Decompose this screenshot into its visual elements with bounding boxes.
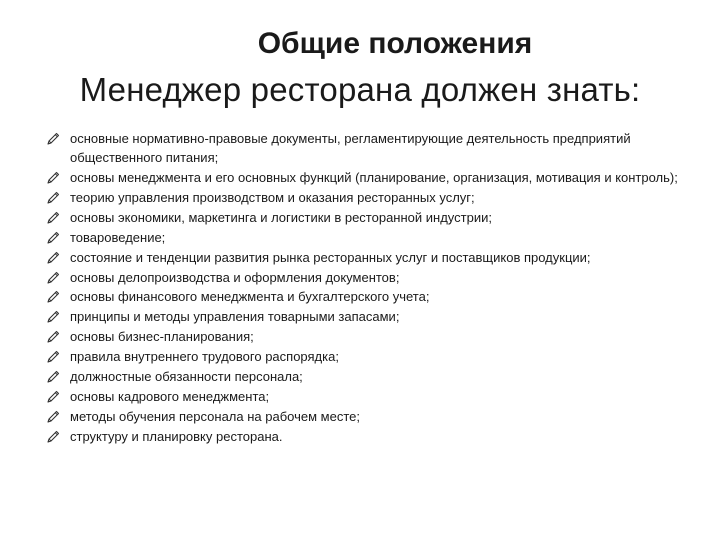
list-item-text: должностные обязанности персонала;	[70, 369, 303, 385]
pencil-icon	[44, 308, 62, 326]
slide-title: Общие положения	[257, 27, 533, 60]
list-item-text: теорию управления производством и оказания ресторанных услуг;	[70, 189, 475, 205]
list-item	[44, 388, 680, 407]
pencil-icon	[44, 209, 62, 227]
list-item	[44, 308, 680, 327]
pencil-icon	[44, 189, 62, 207]
list-item-text: основы менеджмента и его основных функций (планирование, организация, мотивация и контроль);	[70, 169, 678, 185]
pencil-icon	[44, 249, 62, 267]
pencil-icon	[44, 288, 62, 306]
title-block	[0, 26, 720, 112]
list-item-text: принципы и методы управления товарными запасами;	[70, 309, 400, 325]
list-item-text: основы кадрового менеджмента;	[70, 389, 270, 405]
list-item	[44, 428, 680, 447]
list-item-text: основы делопроизводства и оформления документов;	[70, 269, 400, 285]
list-item-text: основы финансового менеджмента и бухгалтерского учета;	[70, 289, 430, 305]
list-item	[44, 229, 680, 248]
slide-subtitle: Менеджер ресторана должен знать:	[79, 71, 641, 108]
list-item-text: основы экономики, маркетинга и логистики в ресторанной индустрии;	[70, 209, 492, 225]
list-item-text: правила внутреннего трудового распорядка;	[70, 349, 339, 365]
list-item	[44, 288, 680, 307]
list-item	[44, 169, 680, 188]
list-item-text: состояние и тенденции развития рынка ресторанных услуг и поставщиков продукции;	[70, 249, 591, 265]
list-item	[44, 130, 680, 167]
list-item-text: структуру и планировку ресторана.	[70, 429, 283, 445]
list-item	[44, 209, 680, 228]
requirements-list	[44, 130, 680, 448]
list-item	[44, 348, 680, 367]
list-item	[44, 249, 680, 268]
pencil-icon	[44, 348, 62, 366]
list-item	[44, 408, 680, 427]
pencil-icon	[44, 229, 62, 247]
pencil-icon	[44, 130, 62, 148]
pencil-icon	[44, 368, 62, 386]
pencil-icon	[44, 269, 62, 287]
list-item	[44, 189, 680, 208]
pencil-icon	[44, 328, 62, 346]
list-item-text: методы обучения персонала на рабочем месте;	[70, 409, 360, 425]
list-item-text: основные нормативно-правовые документы, регламентирующие деятельность предприятий общественного питания;	[70, 131, 631, 165]
list-item	[44, 328, 680, 347]
pencil-icon	[44, 428, 62, 446]
pencil-icon	[44, 408, 62, 426]
pencil-icon	[44, 388, 62, 406]
pencil-icon	[44, 169, 62, 187]
list-item	[44, 269, 680, 288]
list-item-text: товароведение;	[70, 229, 166, 245]
list-item	[44, 368, 680, 387]
list-item-text: основы бизнес-планирования;	[70, 329, 254, 345]
